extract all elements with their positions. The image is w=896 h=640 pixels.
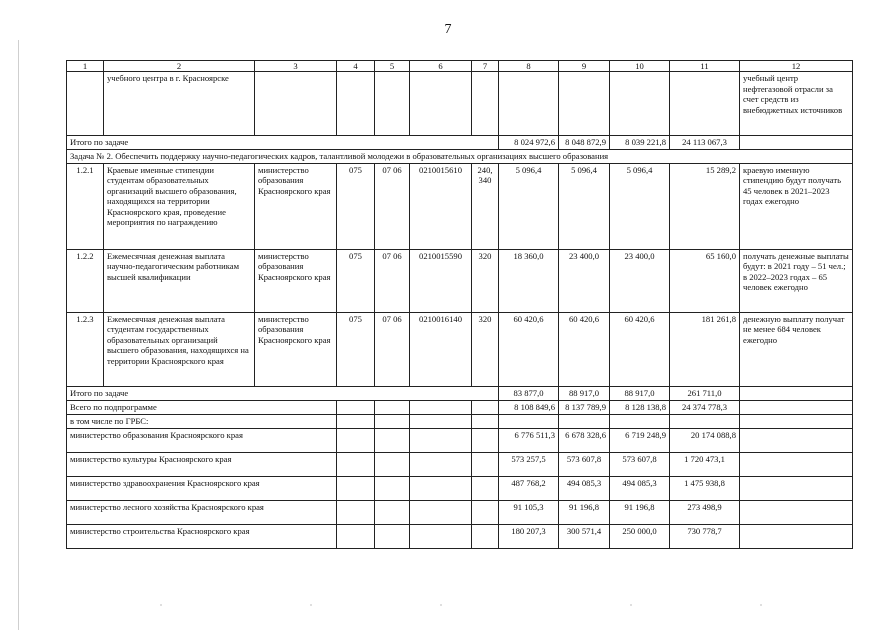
- value-2022: 60 420,6: [559, 312, 610, 386]
- column-number-row: [67, 61, 853, 72]
- continuation-row: [67, 72, 853, 136]
- column-number: 2: [104, 61, 255, 72]
- value-2022: 5 096,4: [559, 163, 610, 249]
- grbs-name: министерство образования Красноярского края: [255, 312, 337, 386]
- column-number: 10: [610, 61, 670, 72]
- total-2022: 8 048 872,9: [559, 136, 610, 150]
- scan-dot: [160, 604, 162, 606]
- csr-code: 0210015610: [410, 163, 472, 249]
- grbs-label: министерство культуры Красноярского края: [67, 452, 337, 476]
- grbs-2022: 91 196,8: [559, 500, 610, 524]
- total-sum: 261 711,0: [670, 386, 740, 400]
- grbs-2021: 487 768,2: [499, 476, 559, 500]
- activity-name: Ежемесячная денежная выплата студентам государственных образовательных организаций высшего образования, находящихся на территории Красноярского края: [104, 312, 255, 386]
- total-2023: 8 039 221,8: [610, 136, 670, 150]
- total-2021: 83 877,0: [499, 386, 559, 400]
- grbs-2023: 6 719 248,9: [610, 428, 670, 452]
- task2-title: Задача № 2. Обеспечить поддержку научно-педагогических кадров, талантливой молодежи в образовательных организациях высшего образования: [67, 150, 853, 163]
- program-activities-table: [66, 60, 853, 549]
- value-sum: 181 261,8: [670, 312, 740, 386]
- grbs-header-row: [67, 414, 853, 428]
- column-number: 6: [410, 61, 472, 72]
- grbs-code: 075: [337, 163, 375, 249]
- grbs-name: министерство образования Красноярского края: [255, 249, 337, 312]
- value-2021: 60 420,6: [499, 312, 559, 386]
- grbs-sum: 1 475 938,8: [670, 476, 740, 500]
- grbs-2022: 494 085,3: [559, 476, 610, 500]
- continuation-result: учебный центр нефтегазовой отрасли за счет средств из внебюджетных источников: [740, 72, 853, 136]
- table-row: [67, 249, 853, 312]
- total-2022: 88 917,0: [559, 386, 610, 400]
- expected-result: получать денежные выплаты будут: в 2021 году – 51 чел.; в 2022–2023 годах – 65 человек ежегодно: [740, 249, 853, 312]
- grbs-2021: 573 257,5: [499, 452, 559, 476]
- grbs-sum: 273 498,9: [670, 500, 740, 524]
- grbs-row: [67, 500, 853, 524]
- scan-margin-line: [18, 40, 19, 630]
- grbs-2021: 6 776 511,3: [499, 428, 559, 452]
- csr-code: 0210015590: [410, 249, 472, 312]
- vr-code: 320: [472, 249, 499, 312]
- activity-name: Ежемесячная денежная выплата научно-педагогическим работникам высшей квалификации: [104, 249, 255, 312]
- vr-code: 320: [472, 312, 499, 386]
- program-total-row: [67, 400, 853, 414]
- expected-result: денежную выплату получат не менее 684 человек ежегодно: [740, 312, 853, 386]
- rzpr-code: 07 06: [375, 312, 410, 386]
- task2-total-row: [67, 386, 853, 400]
- grbs-2021: 180 207,3: [499, 524, 559, 548]
- row-number: 1.2.3: [67, 312, 104, 386]
- value-2021: 5 096,4: [499, 163, 559, 249]
- column-number: 4: [337, 61, 375, 72]
- grbs-2023: 91 196,8: [610, 500, 670, 524]
- grbs-sum: 1 720 473,1: [670, 452, 740, 476]
- program-total-2021: 8 108 849,6: [499, 400, 559, 414]
- table-row: [67, 312, 853, 386]
- grbs-label: министерство лесного хозяйства Красноярского края: [67, 500, 337, 524]
- total-label: Итого по задаче: [67, 386, 499, 400]
- total-label: Итого по задаче: [67, 136, 499, 150]
- grbs-2023: 250 000,0: [610, 524, 670, 548]
- grbs-code: 075: [337, 312, 375, 386]
- program-total-sum: 24 374 778,3: [670, 400, 740, 414]
- grbs-2023: 494 085,3: [610, 476, 670, 500]
- continuation-name: учебного центра в г. Красноярске: [104, 72, 255, 136]
- grbs-label: министерство строительства Красноярского края: [67, 524, 337, 548]
- grbs-row: [67, 476, 853, 500]
- column-number: 1: [67, 61, 104, 72]
- column-number: 11: [670, 61, 740, 72]
- grbs-2023: 573 607,8: [610, 452, 670, 476]
- program-total-2023: 8 128 138,8: [610, 400, 670, 414]
- csr-code: 0210016140: [410, 312, 472, 386]
- expected-result: краевую именную стипендию будут получать 45 человек в 2021–2023 годах ежегодно: [740, 163, 853, 249]
- grbs-row: [67, 452, 853, 476]
- value-2023: 60 420,6: [610, 312, 670, 386]
- task2-title-row: [67, 150, 853, 163]
- grbs-2022: 300 571,4: [559, 524, 610, 548]
- scan-noise: [160, 604, 780, 605]
- scan-dot: [440, 604, 442, 606]
- column-number: 9: [559, 61, 610, 72]
- grbs-code: 075: [337, 249, 375, 312]
- value-2023: 5 096,4: [610, 163, 670, 249]
- grbs-2022: 573 607,8: [559, 452, 610, 476]
- value-sum: 65 160,0: [670, 249, 740, 312]
- column-number: 8: [499, 61, 559, 72]
- value-sum: 15 289,2: [670, 163, 740, 249]
- total-2023: 88 917,0: [610, 386, 670, 400]
- table-row: [67, 163, 853, 249]
- grbs-name: министерство образования Красноярского края: [255, 163, 337, 249]
- grbs-label: министерство образования Красноярского края: [67, 428, 337, 452]
- column-number: 7: [472, 61, 499, 72]
- scan-dot: [630, 604, 632, 606]
- vr-code: 240, 340: [472, 163, 499, 249]
- activity-name: Краевые именные стипендии студентам образовательных организаций высшего образования, находящихся на территории Красноярского края, проведение мероприятия по награждению: [104, 163, 255, 249]
- rzpr-code: 07 06: [375, 163, 410, 249]
- value-2022: 23 400,0: [559, 249, 610, 312]
- total-2021: 8 024 972,6: [499, 136, 559, 150]
- value-2023: 23 400,0: [610, 249, 670, 312]
- column-number: 5: [375, 61, 410, 72]
- scan-dot: [760, 604, 762, 606]
- page-number: 7: [444, 22, 452, 37]
- grbs-label: министерство здравоохранения Красноярского края: [67, 476, 337, 500]
- scan-dot: [310, 604, 312, 606]
- value-2021: 18 360,0: [499, 249, 559, 312]
- grbs-row: [67, 428, 853, 452]
- grbs-2022: 6 678 328,6: [559, 428, 610, 452]
- grbs-row: [67, 524, 853, 548]
- grbs-sum: 20 174 088,8: [670, 428, 740, 452]
- program-total-2022: 8 137 789,9: [559, 400, 610, 414]
- grbs-sum: 730 778,7: [670, 524, 740, 548]
- row-number: 1.2.2: [67, 249, 104, 312]
- column-number: 3: [255, 61, 337, 72]
- total-sum: 24 113 067,3: [670, 136, 740, 150]
- rzpr-code: 07 06: [375, 249, 410, 312]
- grbs-2021: 91 105,3: [499, 500, 559, 524]
- task1-total-row: [67, 136, 853, 150]
- program-total-label: Всего по подпрограмме: [67, 400, 337, 414]
- grbs-header: в том числе по ГРБС:: [67, 414, 337, 428]
- column-number: 12: [740, 61, 853, 72]
- row-number: 1.2.1: [67, 163, 104, 249]
